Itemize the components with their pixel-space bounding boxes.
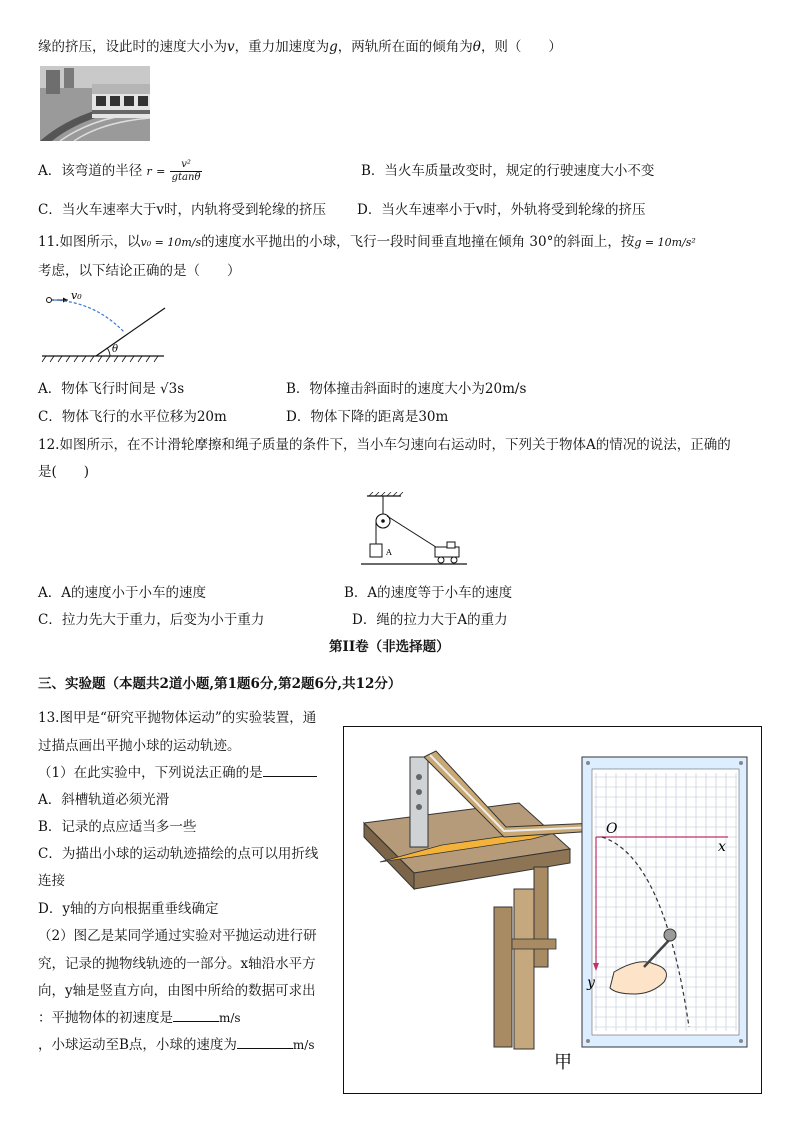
q11-stem-line2: 考虑，以下结论正确的是（ ）	[38, 263, 241, 279]
q13-answer-blank-1[interactable]	[263, 764, 317, 777]
fig-y-label: y	[587, 975, 595, 991]
q13-line1: 13.图甲是“研究平抛物体运动”的实验装置，通	[38, 710, 317, 726]
q10-var-v: v	[227, 39, 235, 55]
q13-part1	[38, 764, 317, 782]
q10-option-a-text: A．该弯道的半径	[38, 163, 143, 179]
q10-option-d: D．当火车速率小于v时，外轨将受到轮缘的挤压	[357, 202, 646, 218]
q13-line2: 过描点画出平抛小球的运动轨迹。	[38, 738, 241, 754]
q11-stem-line1	[38, 233, 696, 252]
q13-part2-line2: 究，记录的抛物线轨迹的一部分。x轴沿水平方	[38, 956, 316, 972]
q10-option-b: B．当火车质量改变时，规定的行驶速度大小不变	[361, 163, 655, 179]
section2-title: 第II卷（非选择题）	[329, 639, 450, 655]
fig-caption: 甲	[554, 1052, 572, 1073]
q10-stem-text: ，则（ ）	[480, 39, 562, 55]
fig-o-label: O	[606, 821, 618, 837]
q10-eq-sign: =	[156, 165, 166, 178]
q10-stem-text: ，两轨所在面的倾角为	[337, 39, 473, 55]
q10-stem-text: ，重力加速度为	[234, 39, 330, 55]
q11-option-a: A．物体飞行时间是 √3s	[38, 381, 185, 397]
q12-option-c: C．拉力先大于重力，后变为小于重力	[38, 612, 265, 628]
q11-fig-theta: θ	[112, 344, 119, 355]
q13-part2-line4	[38, 1009, 241, 1027]
q10-stem-text: 缘的挤压，设此时的速度大小为	[38, 39, 227, 55]
q13-part2-line3: 向，y轴是竖直方向，由图中所给的数据可求出	[38, 983, 316, 999]
q10-option-a	[38, 157, 202, 186]
q13-option-a: A．斜槽轨道必须光滑	[38, 792, 170, 808]
q11-incline-figure	[40, 288, 170, 364]
q13-answer-blank-3[interactable]	[237, 1036, 293, 1049]
q11-option-b: B．物体撞击斜面时的速度大小为20m/s	[286, 381, 527, 397]
q10-option-c: C．当火车速率大于v时，内轨将受到轮缘的挤压	[38, 202, 326, 218]
q13-unit: m/s	[292, 1038, 315, 1052]
q10-var-r: r	[146, 165, 152, 178]
q13-part2-line5	[38, 1036, 315, 1054]
q13-option-d: D．y轴的方向根据重垂线确定	[38, 901, 219, 917]
q13-initial-speed-text: ：平抛物体的初速度是	[38, 1010, 173, 1026]
q11-fig-v0: v₀	[71, 289, 82, 302]
section3-title: 三、实验题（本题共2道小题,第1题6分,第2题6分,共12分）	[38, 676, 402, 692]
q13-option-c: C．为描出小球的运动轨迹描绘的点可以用折线	[38, 846, 319, 862]
q12-option-a: A．A的速度小于小车的速度	[38, 585, 206, 601]
q11-v0-expr: v₀ = 10m/s	[140, 236, 202, 249]
q12-option-d: D．绳的拉力大于A的重力	[352, 612, 508, 628]
q11-g-expr: g = 10m/s²	[634, 236, 696, 249]
q12-pulley-figure	[359, 492, 469, 572]
q12-stem-line2: 是( )	[38, 464, 90, 480]
q11-stem-text: 11.如图所示，以	[38, 234, 141, 250]
q10-var-theta: θ	[472, 39, 481, 55]
q10-formula-denominator: gtanθ	[171, 172, 201, 183]
fig-x-label: x	[718, 839, 726, 855]
q10-var-g: g	[329, 39, 338, 55]
q13-part1-text: （1）在此实验中，下列说法正确的是	[38, 765, 263, 781]
q13-unit: m/s	[219, 1011, 241, 1025]
q13-part2-line1: （2）图乙是某同学通过实验对平抛运动进行研	[38, 928, 317, 944]
q13-b-speed-text: ，小球运动至B点，小球的速度为	[38, 1037, 237, 1053]
q12-stem-line1: 12.如图所示，在不计滑轮摩擦和绳子质量的条件下，当小车匀速向右运动时，下列关于物体A的情况的说法，正确的	[38, 437, 731, 453]
q12-option-b: B．A的速度等于小车的速度	[344, 585, 513, 601]
q13-apparatus-figure	[343, 726, 762, 1094]
q10-radius-formula	[170, 159, 203, 184]
train-photo	[40, 66, 150, 141]
q11-stem-text: 的速度水平抛出的小球，飞行一段时间垂直地撞在倾角 30°的斜面上，按	[201, 234, 635, 250]
q13-option-c-cont: 连接	[38, 873, 65, 889]
q10-stem	[38, 38, 562, 56]
q10-formula-numerator: v²	[170, 159, 203, 172]
q13-answer-blank-2[interactable]	[173, 1009, 219, 1022]
q11-option-d: D．物体下降的距离是30m	[286, 409, 449, 425]
q12-fig-a-label: A	[386, 548, 392, 557]
q11-option-c: C．物体飞行的水平位移为20m	[38, 409, 227, 425]
q13-option-b: B．记录的点应适当多一些	[38, 819, 197, 835]
